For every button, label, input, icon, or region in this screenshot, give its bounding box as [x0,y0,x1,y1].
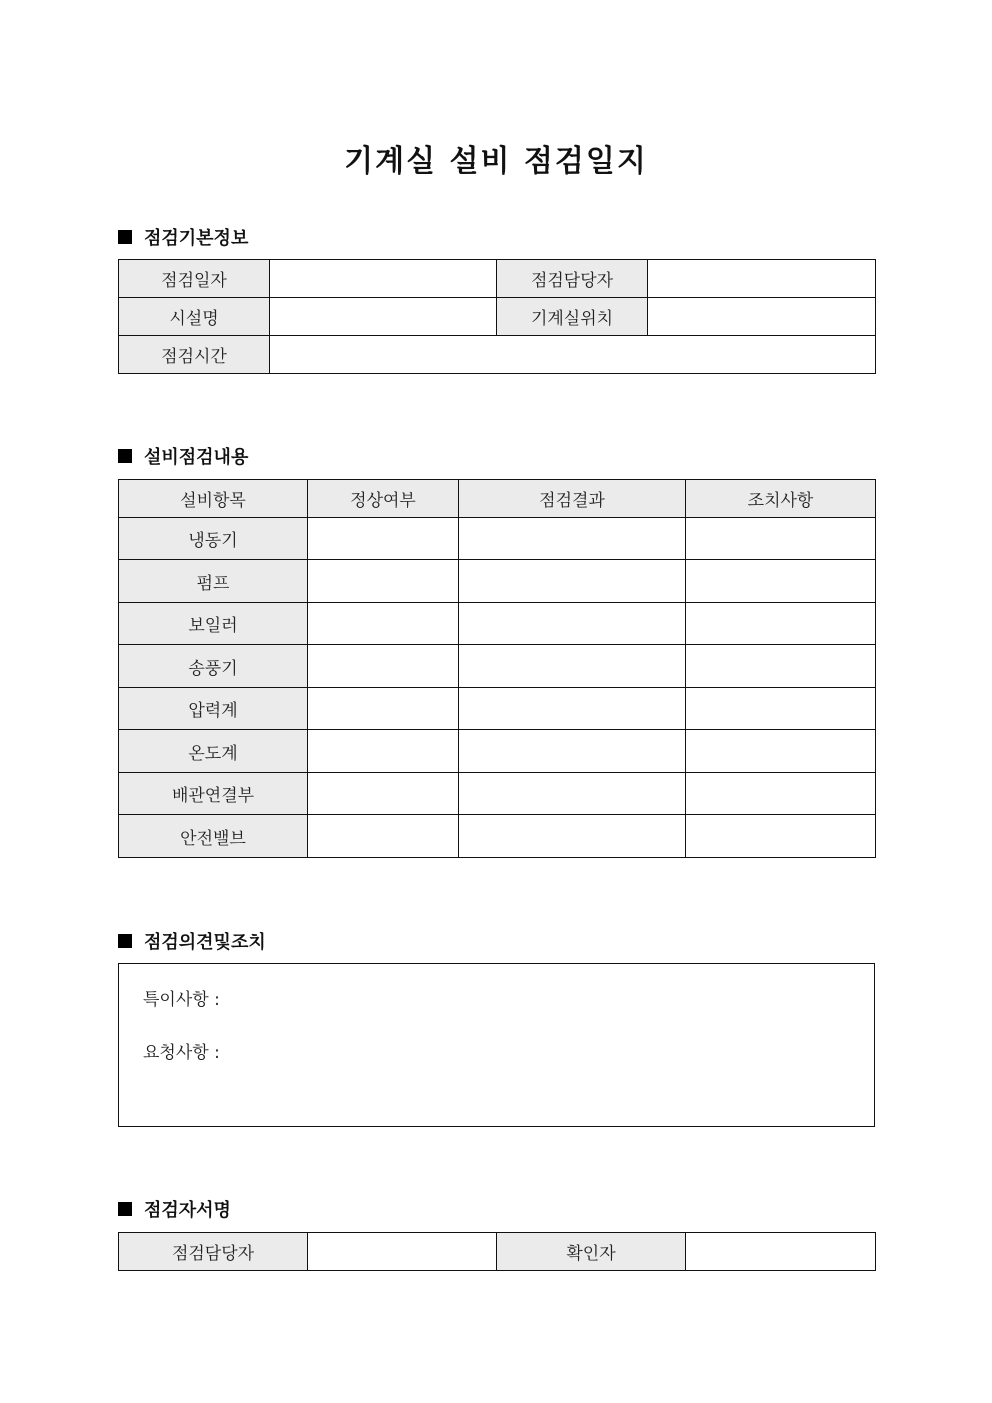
section-heading-equipment [118,443,248,469]
equipment-item: 냉동기 [119,518,308,560]
column-header: 정상여부 [308,480,459,518]
section-heading-text: 설비점검내용 [144,447,249,468]
column-header: 점검결과 [459,480,686,518]
label-inspector: 점검담당자 [497,260,648,298]
label-facility-name: 시설명 [119,298,270,336]
status-cell[interactable] [308,815,459,858]
status-cell[interactable] [308,645,459,688]
equipment-item: 펌프 [119,560,308,603]
label-inspector-signature: 점검담당자 [119,1233,308,1271]
action-cell[interactable] [686,730,876,773]
action-cell[interactable] [686,645,876,688]
table-row [119,645,876,688]
equipment-item: 압력계 [119,688,308,730]
table-row [119,560,876,603]
column-header: 조치사항 [686,480,876,518]
column-header: 설비항목 [119,480,308,518]
document-title: 기계실 설비 점검일지 [344,144,648,179]
table-row [119,518,876,560]
opinion-box[interactable] [118,963,875,1127]
status-cell[interactable] [308,560,459,603]
table-row [119,260,876,298]
section-heading-opinion [118,928,266,954]
equipment-item: 안전밸브 [119,815,308,858]
status-cell[interactable] [308,730,459,773]
table-row [119,1233,876,1271]
action-cell[interactable] [686,815,876,858]
action-cell[interactable] [686,518,876,560]
result-cell[interactable] [459,603,686,645]
label-inspection-time: 점검시간 [119,336,270,374]
result-cell[interactable] [459,560,686,603]
equipment-item: 온도계 [119,730,308,773]
inspector-field[interactable] [648,260,876,298]
label-confirmer: 확인자 [497,1233,686,1271]
table-row [119,603,876,645]
status-cell[interactable] [308,518,459,560]
action-cell[interactable] [686,773,876,815]
label-inspection-date: 점검일자 [119,260,270,298]
section-heading-basic-info [118,224,248,250]
inspection-date-field[interactable] [270,260,497,298]
result-cell[interactable] [459,815,686,858]
section-heading-text: 점검자서명 [144,1200,231,1221]
equipment-item: 보일러 [119,603,308,645]
action-cell[interactable] [686,560,876,603]
action-cell[interactable] [686,688,876,730]
confirmer-signature-field[interactable] [686,1233,876,1271]
inspection-time-field[interactable] [270,336,876,374]
square-bullet-icon [118,1202,132,1216]
equipment-item: 배관연결부 [119,773,308,815]
section-heading-text: 점검의견및조치 [144,932,266,953]
equipment-item: 송풍기 [119,645,308,688]
basic-info-table [118,259,876,374]
facility-name-field[interactable] [270,298,497,336]
result-cell[interactable] [459,730,686,773]
action-cell[interactable] [686,603,876,645]
result-cell[interactable] [459,645,686,688]
status-cell[interactable] [308,773,459,815]
signature-table [118,1232,876,1271]
section-heading-signature [118,1196,231,1222]
request-notes-label: 요청사항 : [143,1043,220,1063]
section-heading-text: 점검기본정보 [144,228,249,249]
table-row [119,336,876,374]
room-location-field[interactable] [648,298,876,336]
result-cell[interactable] [459,518,686,560]
special-notes-label: 특이사항 : [143,990,220,1010]
square-bullet-icon [118,934,132,948]
table-row [119,298,876,336]
label-room-location: 기계실위치 [497,298,648,336]
square-bullet-icon [118,449,132,463]
table-row [119,815,876,858]
result-cell[interactable] [459,688,686,730]
table-row [119,773,876,815]
table-row [119,730,876,773]
table-header-row [119,480,876,518]
square-bullet-icon [118,230,132,244]
inspector-signature-field[interactable] [308,1233,497,1271]
result-cell[interactable] [459,773,686,815]
status-cell[interactable] [308,688,459,730]
equipment-table [118,479,876,858]
status-cell[interactable] [308,603,459,645]
table-row [119,688,876,730]
